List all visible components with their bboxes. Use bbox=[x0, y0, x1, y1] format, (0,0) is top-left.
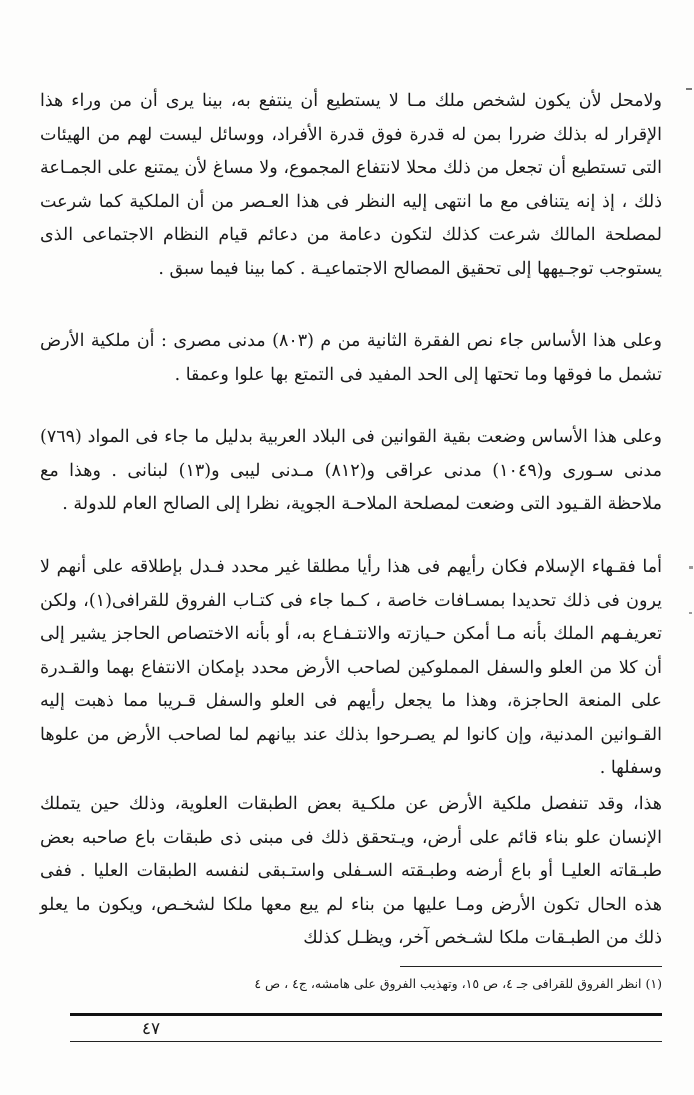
paragraph-5: هذا، وقد تنفصل ملكية الأرض عن ملكـية بعض الطبقات العلوية، وذلك حين يتملك الإنسان علو بناء قائم على أرض، ويـتحقق ذلك فى مبنى ذى طبقات باع صاحبه بعض طبـقاته العليـا أو باع أرضه وطبـقته السـفلى واستـبقى لنفسه الطبقات العليا . ففى هذه الحال تكون الأرض ومـا عليها من بناء لم يبع معها ملكا لشخـص، ويكون ما يعلو ذلك من الطبـقات ملكا لشـخص آخر، ويظـل كذلك bbox=[40, 794, 662, 948]
page-number: ٤٧ bbox=[141, 1019, 161, 1039]
paragraph-1: ولامحل لأن يكون لشخص ملك مـا لا يستطيع أن ينتفع به، بينا يرى أن من وراء هذا الإقرار له بذلك ضررا بمن له قدرة فوق قدرة الأفراد، ووسائل ليست لهم من الهيئات التى تستطيع أن تجعل من ذلك محلا لانتفاع المجموع، ولا مساغ لأن يمتنع على الجمـاعة ذلك ، إذ إنه يتنافى مع ما انتهى إليه النظر فى هذا العـصر من أن الملكية كما شرعت لمصلحة المالك شرعت كذلك لتكون دعامة من دعائم قيام النظام الاجتماعى الذى يستوجب توجـيهها إلى تحقيق المصالح الاجتماعيـة . كما بينا فيما سبق . bbox=[40, 91, 662, 279]
paragraph-2: وعلى هذا الأساس جاء نص الفقرة الثانية من م (٨٠٣) مدنى مصرى : أن ملكية الأرض تشمل ما فوقها وما تحتها إلى الحد المفيد فى التمتع بها علوا وعمقا . bbox=[40, 331, 662, 385]
page-footer-rule-thick bbox=[70, 1013, 662, 1016]
paragraph-3: وعلى هذا الأساس وضعت بقية القوانين فى البلاد العربية بدليل ما جاء فى المواد (٧٦٩) مدنى سـورى و(١٠٤٩) مدنى عراقى و(٨١٢) مـدنى ليبى و(١٣) لبنانى . وهذا مع ملاحظة القـيود التى وضعت لمصلحة الملاحـة الجوية، نظرا إلى الصالح العام للدولة . bbox=[40, 427, 662, 514]
page-footer-rule-thin bbox=[70, 1041, 662, 1042]
footnote-separator bbox=[400, 966, 662, 967]
paragraph-4: أما فقـهاء الإسلام فكان رأيهم فى هذا رأيا مطلقا غير محدد فـدل بإطلاقه على أنهم لا يرون فى ذلك تحديدا بمسـافات خاصة ، كـما جاء فى كتـاب الفروق للقرافى(١)، ولكن تعريفـهم الملك بأنه مـا أمكن حـيازته والانتـفـاع به، أو بأنه الاختصاص الحاجز يشير إلى أن كلا من العلو والسفل المملوكين لصاحب الأرض محدد بإمكان الانتفاع بهما والقـدرة على المنعة الحاجزة، وهذا ما يجعل رأيهم فى العلو والسفل قـريبا مما ذهبت إليه القـوانين المدنية، وإن كانوا لم يصـرحوا بذلك عند بيانهم لما لصاحب الأرض من علوها وسفلها . bbox=[40, 557, 662, 778]
footnote: (١) انظر الفروق للقرافى جـ ٤، ص ١٥، وتهذيب الفروق على هامشه، ج٤ ، ص ٤ bbox=[254, 976, 662, 991]
scan-margin-mark bbox=[689, 566, 693, 569]
scan-margin-mark bbox=[686, 88, 692, 90]
scan-margin-mark bbox=[689, 612, 692, 614]
